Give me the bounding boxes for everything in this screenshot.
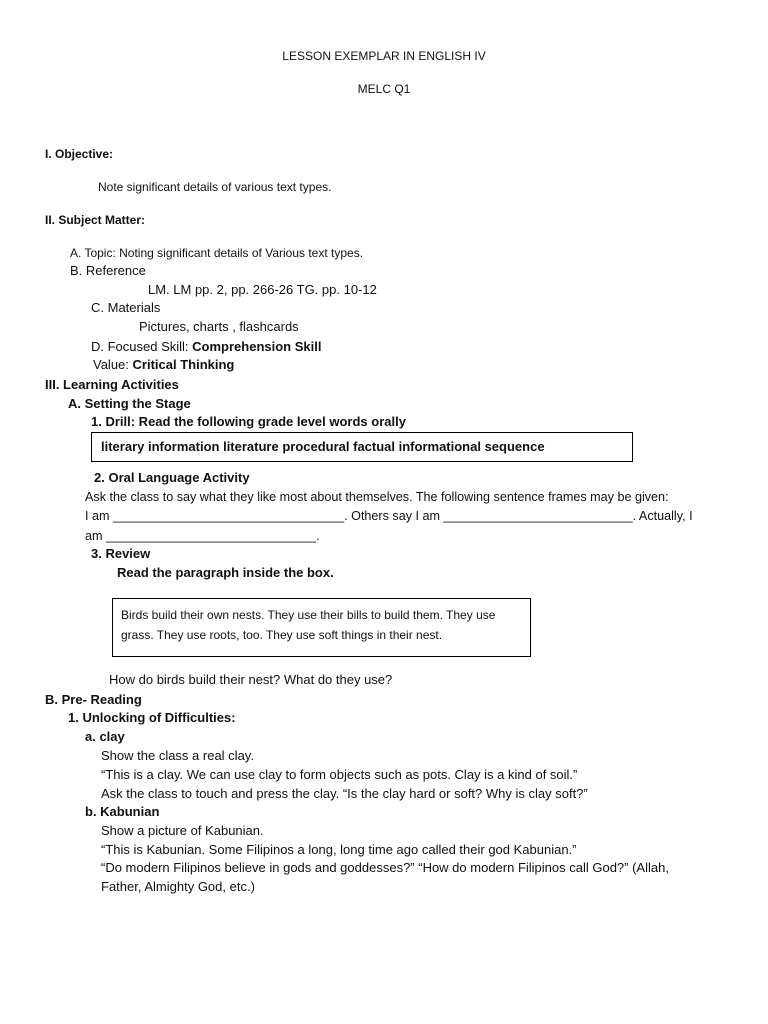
reference-label: B. Reference bbox=[70, 263, 146, 278]
clay-heading: a. clay bbox=[85, 729, 125, 744]
value-line bbox=[93, 356, 234, 374]
kabunian-line-3: “Do modern Filipinos believe in gods and goddesses?” “How do modern Filipinos call God?” (Allah, bbox=[101, 860, 669, 875]
clay-line-1: Show the class a real clay. bbox=[101, 748, 254, 763]
objective-heading: I. Objective: bbox=[45, 147, 114, 161]
focused-skill-value: Comprehension Skill bbox=[192, 339, 322, 354]
review-instruction: Read the paragraph inside the box. bbox=[117, 565, 334, 580]
oral-language-line-3: am ______________________________. bbox=[85, 529, 320, 543]
learning-activities-heading: III. Learning Activities bbox=[45, 377, 179, 392]
kabunian-line-4: Father, Almighty God, etc.) bbox=[101, 879, 255, 894]
oral-language-line-1: Ask the class to say what they like most about themselves. The following sentence frames may be given: bbox=[85, 490, 669, 504]
clay-line-2: “This is a clay. We can use clay to form objects such as pots. Clay is a kind of soil.” bbox=[101, 767, 578, 782]
setting-stage-heading: A. Setting the Stage bbox=[68, 396, 191, 411]
drill-heading: 1. Drill: Read the following grade level words orally bbox=[91, 414, 406, 429]
document-subtitle: MELC Q1 bbox=[357, 82, 411, 96]
document-title: LESSON EXEMPLAR IN ENGLISH IV bbox=[282, 49, 486, 63]
oral-language-heading: 2. Oral Language Activity bbox=[94, 470, 250, 485]
focused-skill bbox=[91, 338, 321, 356]
topic-item: A. Topic: Noting significant details of Various text types. bbox=[70, 246, 364, 260]
kabunian-heading: b. Kabunian bbox=[85, 804, 160, 819]
review-heading: 3. Review bbox=[91, 546, 151, 561]
kabunian-line-2: “This is Kabunian. Some Filipinos a long, long time ago called their god Kabunian.” bbox=[101, 842, 577, 857]
value-label: Value: bbox=[93, 357, 133, 372]
reference-text: LM. LM pp. 2, pp. 266-26 TG. pp. 10-12 bbox=[148, 282, 377, 297]
materials-label: C. Materials bbox=[91, 300, 161, 315]
value-value: Critical Thinking bbox=[132, 357, 235, 372]
drill-words: literary information literature procedural factual informational sequence bbox=[101, 439, 545, 454]
oral-language-line-2: I am _________________________________. Others say I am ___________________________. Actually, I bbox=[85, 509, 693, 523]
kabunian-line-1: Show a picture of Kabunian. bbox=[101, 823, 264, 838]
review-paragraph-line-2: grass. They use roots, too. They use soft things in their nest. bbox=[121, 628, 443, 642]
review-paragraph-line-1: Birds build their own nests. They use their bills to build them. They use bbox=[121, 608, 496, 622]
subject-matter-heading: II. Subject Matter: bbox=[45, 213, 146, 227]
review-question: How do birds build their nest? What do they use? bbox=[109, 672, 393, 687]
unlocking-difficulties-heading: 1. Unlocking of Difficulties: bbox=[68, 710, 236, 725]
objective-text: Note significant details of various text types. bbox=[98, 180, 332, 194]
focused-skill-label: D. Focused Skill: bbox=[91, 339, 193, 354]
pre-reading-heading: B. Pre- Reading bbox=[45, 692, 142, 707]
clay-line-3: Ask the class to touch and press the clay. “Is the clay hard or soft? Why is clay soft?” bbox=[101, 786, 588, 801]
materials-text: Pictures, charts , flashcards bbox=[139, 319, 299, 334]
